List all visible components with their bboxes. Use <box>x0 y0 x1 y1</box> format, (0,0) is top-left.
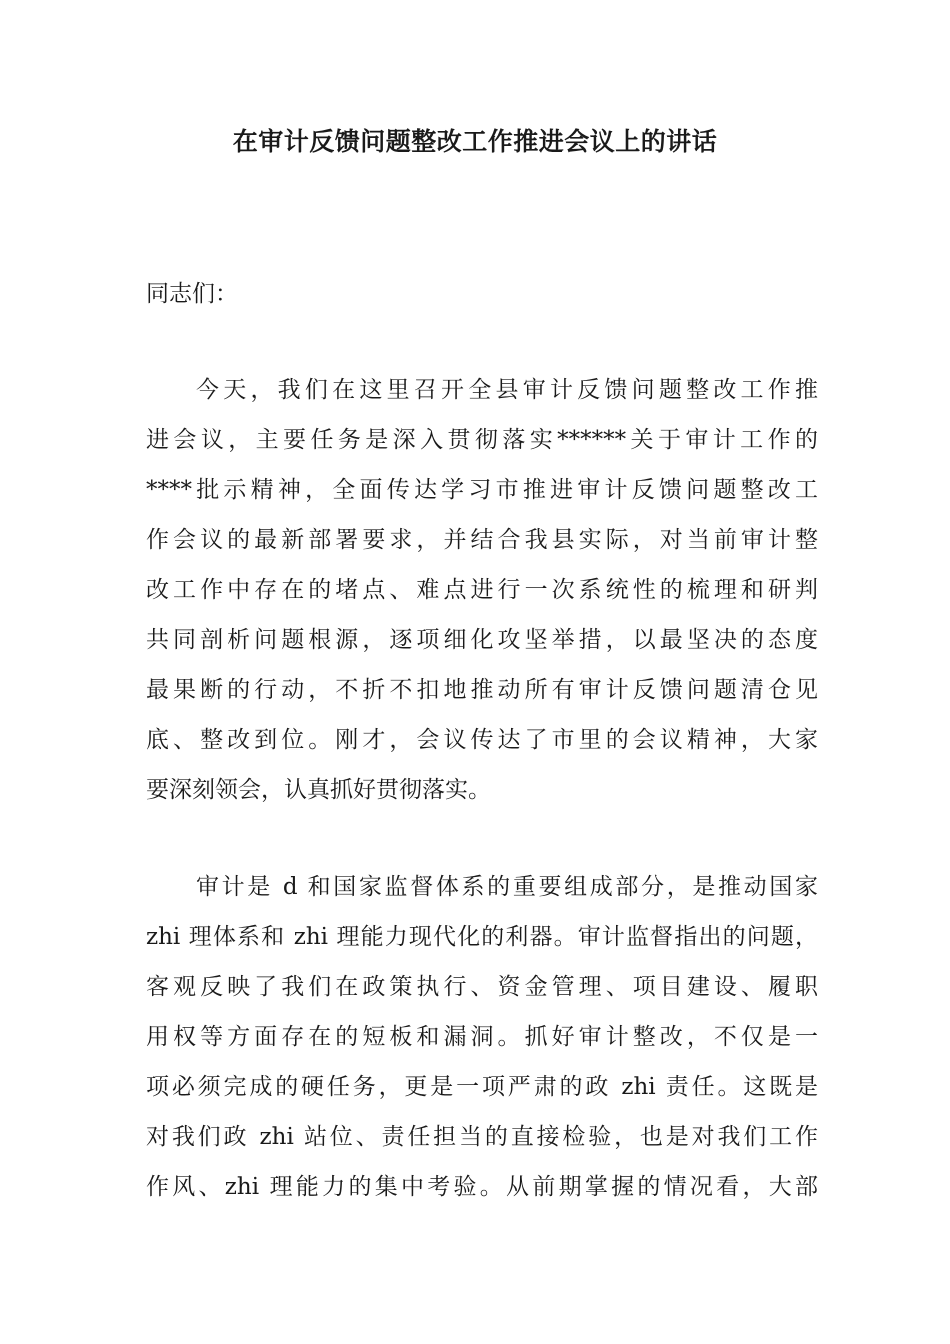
paragraph-line: 共同剖析问题根源，逐项细化攻坚举措，以最坚决的态度 <box>146 627 818 653</box>
salutation: 同志们： <box>146 281 238 307</box>
paragraph-line: 改工作中存在的堵点、难点进行一次系统性的梳理和研判 <box>146 577 818 603</box>
paragraph-line: 最果断的行动，不折不扣地推动所有审计反馈问题清仓见 <box>146 677 818 703</box>
paragraph-line: 项必须完成的硬任务，更是一项严肃的政 zhi 责任。这既是 <box>146 1074 818 1100</box>
document-title: 在审计反馈问题整改工作推进会议上的讲话 <box>232 127 718 156</box>
paragraph-line: 要深刻领会，认真抓好贯彻落实。 <box>146 777 491 803</box>
paragraph-line: 今天，我们在这里召开全县审计反馈问题整改工作推 <box>196 377 818 403</box>
paragraph-line: ****批示精神，全面传达学习市推进审计反馈问题整改工 <box>146 477 818 503</box>
paragraph-1 <box>146 365 818 815</box>
paragraph-line: 审计是 d 和国家监督体系的重要组成部分，是推动国家 <box>196 874 818 900</box>
paragraph-line: 底、整改到位。刚才，会议传达了市里的会议精神，大家 <box>146 727 818 753</box>
paragraph-line: 对我们政 zhi 站位、责任担当的直接检验，也是对我们工作 <box>146 1124 818 1150</box>
paragraph-line: 作风、zhi 理能力的集中考验。从前期掌握的情况看，大部 <box>146 1174 818 1200</box>
paragraph-line: 用权等方面存在的短板和漏洞。抓好审计整改，不仅是一 <box>146 1024 818 1050</box>
paragraph-line: zhi 理体系和 zhi 理能力现代化的利器。审计监督指出的问题， <box>146 924 818 950</box>
paragraph-2 <box>146 862 818 1212</box>
paragraph-line: 客观反映了我们在政策执行、资金管理、项目建设、履职 <box>146 974 818 1000</box>
paragraph-line: 作会议的最新部署要求，并结合我县实际，对当前审计整 <box>146 527 818 553</box>
paragraph-line: 进会议，主要任务是深入贯彻落实******关于审计工作的 <box>146 427 818 453</box>
